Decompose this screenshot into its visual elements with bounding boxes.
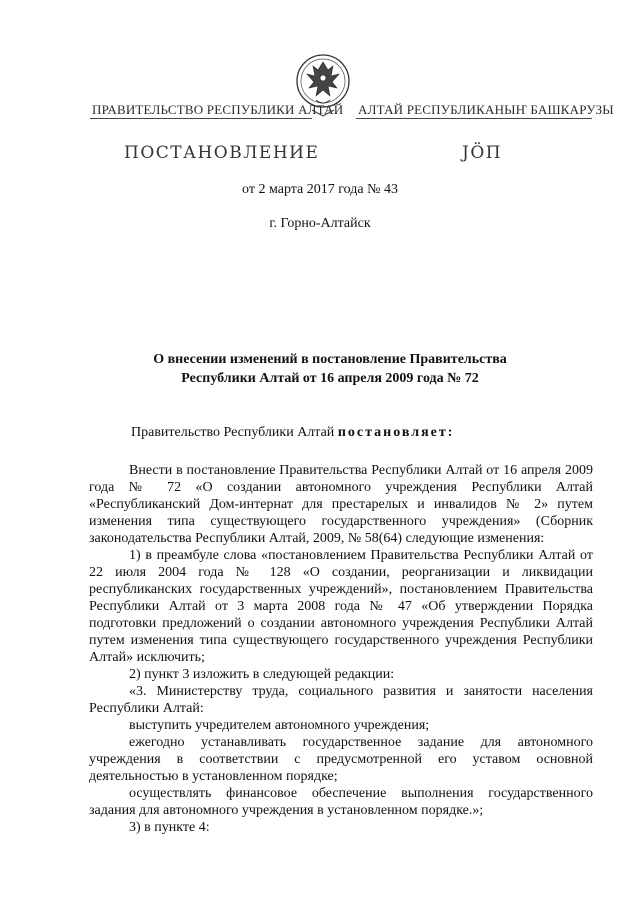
paragraph: «3. Министерству труда, социального развития и занятости населения Республики Алтай: [89, 684, 593, 716]
paragraph: ежегодно устанавливать государственное задание для автономного учреждения в соответствии с предусмотренной его уставом основной деятельностью в установленном порядке; [89, 735, 593, 784]
paragraph: 1) в преамбуле слова «постановлением Правительства Республики Алтай от 22 июля 2004 года № 128 «О создании, реорганизации и ликвидации республиканских государственных учреждений», постановлением Правительства Республики Алтай от 3 марта 2008 года № 47 «Об утверждении Порядка подготовки предложений о создании автономного учреждения Республики Алтай путем изменения типа существующего государственного учреждения Республики Алтай» исключить; [89, 548, 593, 665]
doc-kind-altai: JÖП [462, 143, 503, 163]
doc-kind-russian: ПОСТАНОВЛЕНИЕ [124, 143, 320, 163]
org-name-altai: АЛТАЙ РЕСПУБЛИКАНЫҤ БАШКАРУЗЫ [358, 102, 614, 117]
header-rule-left [90, 118, 312, 119]
document-city: г. Горно-Алтайск [269, 216, 371, 231]
paragraph: выступить учредителем автономного учреждения; [129, 718, 430, 733]
paragraph: 3) в пункте 4: [129, 820, 210, 835]
paragraph: Внести в постановление Правительства Республики Алтай от 16 апреля 2009 года № 72 «О создании автономного учреждения Республики Алтай «Республиканский Дом-интернат для престарелых и инвалидов № 2» путем изменения типа существующего государственного учреждения» (Сборник законодательства Республики Алтай, 2009, № 58(64) следующие изменения: [89, 463, 593, 546]
enacting-clause [131, 425, 454, 441]
document-date-number: от 2 марта 2017 года № 43 [242, 182, 398, 197]
header-rule-right [356, 118, 592, 119]
paragraph: 2) пункт 3 изложить в следующей редакции: [129, 667, 395, 682]
document-body [89, 462, 593, 836]
enacting-verb: постановляет: [337, 425, 455, 440]
paragraph: осуществлять финансовое обеспечение выполнения государственного задания для автономного учреждения в установленном порядке.»; [89, 786, 593, 818]
org-name-russian: ПРАВИТЕЛЬСТВО РЕСПУБЛИКИ АЛТАЙ [92, 102, 344, 117]
document-title: О внесении изменений в постановление Правительства Республики Алтай от 16 апреля 2009 года № 72 [153, 352, 507, 386]
enacting-subject: Правительство Республики Алтай [131, 425, 335, 440]
